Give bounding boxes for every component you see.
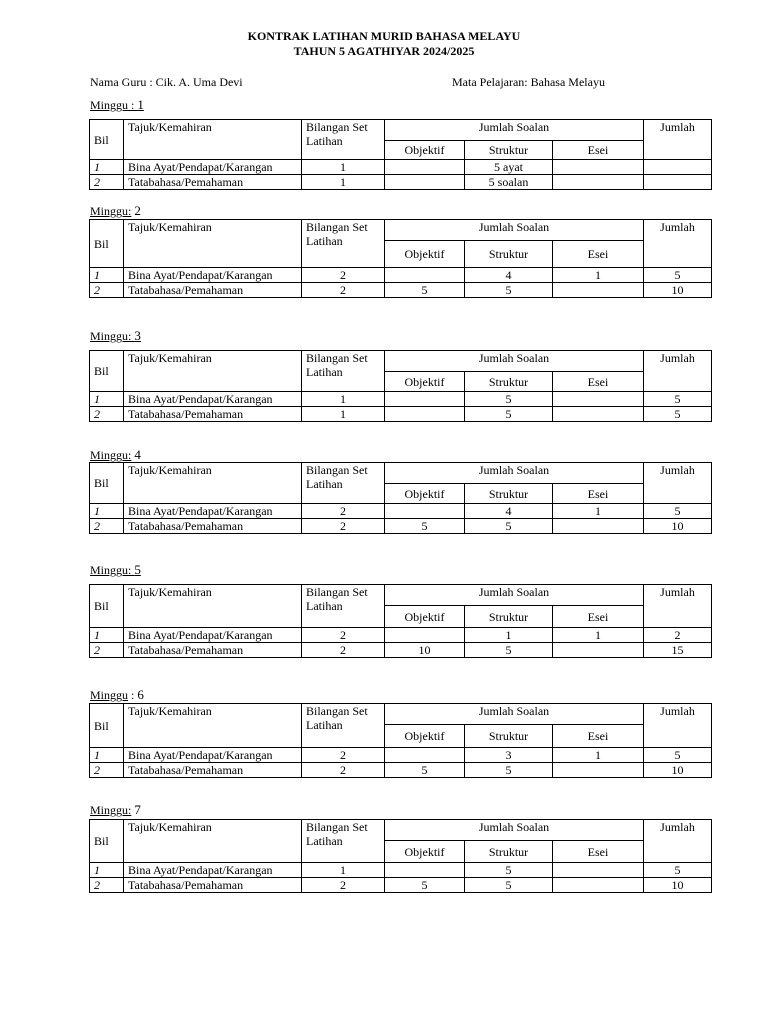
week-label-text: Minggu: [90, 204, 132, 218]
cell-bil: 1 [90, 504, 124, 519]
header-struktur: Struktur [465, 241, 553, 268]
cell-objektif [385, 160, 465, 175]
cell-esei [553, 643, 644, 658]
cell-bil: 2 [90, 519, 124, 534]
header-bilangan-set: Bilangan Set Latihan [302, 704, 385, 748]
cell-struktur: 5 [465, 407, 553, 422]
week-number: 5 [134, 562, 141, 577]
week-label-2 [90, 203, 141, 219]
cell-jumlah [644, 160, 712, 175]
week-label-text: Minggu: [90, 803, 132, 817]
cell-objektif [385, 863, 465, 878]
header-esei: Esei [553, 241, 644, 268]
header-jumlah: Jumlah [644, 585, 712, 628]
cell-struktur: 5 [465, 283, 553, 298]
cell-set: 2 [302, 878, 385, 893]
header-bilangan-set: Bilangan Set Latihan [302, 220, 385, 268]
cell-objektif [385, 504, 465, 519]
cell-objektif [385, 407, 465, 422]
teacher-name: Nama Guru : Cik. A. Uma Devi [90, 75, 243, 89]
cell-bil: 2 [90, 763, 124, 778]
table-row [90, 407, 712, 422]
cell-objektif [385, 268, 465, 283]
cell-esei [553, 763, 644, 778]
cell-tajuk: Bina Ayat/Pendapat/Karangan [124, 863, 302, 878]
cell-tajuk: Bina Ayat/Pendapat/Karangan [124, 392, 302, 407]
header-row [90, 463, 712, 484]
cell-set: 1 [302, 392, 385, 407]
header-esei: Esei [553, 372, 644, 392]
header-bil: Bil [90, 820, 124, 863]
table-row [90, 504, 712, 519]
cell-set: 2 [302, 748, 385, 763]
week-label-6 [90, 687, 144, 703]
cell-objektif [385, 628, 465, 643]
cell-bil: 1 [90, 392, 124, 407]
table-row [90, 160, 712, 175]
week-table-6 [89, 703, 712, 778]
week-number: 6 [137, 687, 144, 702]
cell-jumlah: 5 [644, 863, 712, 878]
header-jumlah: Jumlah [644, 704, 712, 748]
header-objektif: Objektif [385, 841, 465, 863]
cell-tajuk: Tatabahasa/Pemahaman [124, 283, 302, 298]
cell-jumlah: 5 [644, 407, 712, 422]
cell-bil: 1 [90, 748, 124, 763]
week-label-1 [90, 97, 144, 113]
week-label-text: Minggu: [90, 329, 135, 343]
cell-set: 2 [302, 519, 385, 534]
cell-struktur: 5 soalan [465, 175, 553, 190]
cell-struktur: 5 [465, 763, 553, 778]
week-label-text: Minggu : [90, 98, 138, 112]
week-label-5 [90, 562, 141, 578]
table-row [90, 519, 712, 534]
header-bil: Bil [90, 585, 124, 628]
header-tajuk: Tajuk/Kemahiran [124, 704, 302, 748]
week-label-3 [90, 328, 141, 344]
header-bil: Bil [90, 120, 124, 160]
subject-text: Mata Pelajaran: Bahasa Melayu [452, 75, 605, 89]
header-esei: Esei [553, 725, 644, 748]
cell-esei [553, 878, 644, 893]
week-label-4 [90, 447, 141, 463]
cell-tajuk: Tatabahasa/Pemahaman [124, 878, 302, 893]
week-label-text: Minggu : [90, 688, 138, 702]
cell-set: 1 [302, 175, 385, 190]
week-table-5 [89, 584, 712, 658]
cell-esei [553, 160, 644, 175]
header-esei: Esei [553, 141, 644, 160]
header-esei: Esei [553, 841, 644, 863]
header-bilangan-set: Bilangan Set Latihan [302, 120, 385, 160]
cell-esei [553, 519, 644, 534]
header-struktur: Struktur [465, 606, 553, 628]
cell-esei: 1 [553, 268, 644, 283]
cell-jumlah [644, 175, 712, 190]
cell-jumlah: 10 [644, 283, 712, 298]
header-objektif: Objektif [385, 141, 465, 160]
cell-set: 2 [302, 763, 385, 778]
cell-struktur: 4 [465, 268, 553, 283]
header-objektif: Objektif [385, 606, 465, 628]
header-jumlah-soalan: Jumlah Soalan [385, 820, 644, 841]
header-jumlah: Jumlah [644, 220, 712, 268]
header-tajuk: Tajuk/Kemahiran [124, 220, 302, 268]
cell-jumlah: 5 [644, 268, 712, 283]
header-objektif: Objektif [385, 725, 465, 748]
header-jumlah: Jumlah [644, 351, 712, 392]
header-row [90, 120, 712, 141]
header-esei: Esei [553, 484, 644, 504]
table-row [90, 643, 712, 658]
week-table-7 [89, 819, 712, 893]
header-bilangan-set: Bilangan Set Latihan [302, 351, 385, 392]
table-row [90, 392, 712, 407]
header-jumlah-soalan: Jumlah Soalan [385, 220, 644, 241]
cell-struktur: 1 [465, 628, 553, 643]
cell-tajuk: Tatabahasa/Pemahaman [124, 643, 302, 658]
header-row [90, 585, 712, 606]
cell-esei [553, 863, 644, 878]
table-row [90, 268, 712, 283]
cell-objektif: 5 [385, 763, 465, 778]
cell-jumlah: 5 [644, 748, 712, 763]
cell-bil: 1 [90, 863, 124, 878]
week-number: 7 [134, 802, 141, 817]
week-table-2 [89, 219, 712, 298]
cell-jumlah: 10 [644, 519, 712, 534]
cell-tajuk: Bina Ayat/Pendapat/Karangan [124, 160, 302, 175]
table-row [90, 748, 712, 763]
cell-objektif: 5 [385, 283, 465, 298]
header-bilangan-set: Bilangan Set Latihan [302, 585, 385, 628]
header-tajuk: Tajuk/Kemahiran [124, 120, 302, 160]
cell-jumlah: 2 [644, 628, 712, 643]
week-label-text: Minggu: [90, 448, 132, 462]
week-table-4 [89, 462, 712, 534]
cell-tajuk: Tatabahasa/Pemahaman [124, 519, 302, 534]
header-struktur: Struktur [465, 141, 553, 160]
cell-tajuk: Tatabahasa/Pemahaman [124, 175, 302, 190]
week-label-7 [90, 802, 141, 818]
header-objektif: Objektif [385, 372, 465, 392]
cell-esei: 1 [553, 748, 644, 763]
cell-struktur: 5 [465, 392, 553, 407]
header-bil: Bil [90, 704, 124, 748]
header-jumlah-soalan: Jumlah Soalan [385, 704, 644, 725]
cell-objektif: 10 [385, 643, 465, 658]
cell-struktur: 5 [465, 878, 553, 893]
cell-jumlah: 10 [644, 763, 712, 778]
header-esei: Esei [553, 606, 644, 628]
header-row [90, 704, 712, 725]
cell-esei [553, 407, 644, 422]
cell-bil: 2 [90, 407, 124, 422]
header-bilangan-set: Bilangan Set Latihan [302, 463, 385, 504]
table-row [90, 763, 712, 778]
header-jumlah-soalan: Jumlah Soalan [385, 351, 644, 372]
header-bil: Bil [90, 351, 124, 392]
cell-bil: 1 [90, 268, 124, 283]
cell-tajuk: Tatabahasa/Pemahaman [124, 763, 302, 778]
header-jumlah-soalan: Jumlah Soalan [385, 120, 644, 141]
document-subtitle: TAHUN 5 AGATHIYAR 2024/2025 [293, 44, 475, 58]
cell-tajuk: Bina Ayat/Pendapat/Karangan [124, 268, 302, 283]
week-number: 4 [134, 447, 141, 462]
week-table-1 [89, 119, 712, 190]
table-row [90, 863, 712, 878]
cell-esei [553, 175, 644, 190]
cell-esei: 1 [553, 628, 644, 643]
cell-set: 2 [302, 504, 385, 519]
header-jumlah-soalan: Jumlah Soalan [385, 585, 644, 606]
cell-tajuk: Bina Ayat/Pendapat/Karangan [124, 748, 302, 763]
cell-tajuk: Bina Ayat/Pendapat/Karangan [124, 628, 302, 643]
header-objektif: Objektif [385, 241, 465, 268]
cell-jumlah: 10 [644, 878, 712, 893]
header-row [90, 351, 712, 372]
cell-objektif [385, 175, 465, 190]
header-tajuk: Tajuk/Kemahiran [124, 463, 302, 504]
cell-objektif: 5 [385, 878, 465, 893]
cell-objektif: 5 [385, 519, 465, 534]
header-jumlah-soalan: Jumlah Soalan [385, 463, 644, 484]
week-label-text: Minggu: [90, 563, 135, 577]
cell-esei [553, 392, 644, 407]
cell-bil: 2 [90, 878, 124, 893]
cell-set: 2 [302, 268, 385, 283]
table-row [90, 878, 712, 893]
cell-struktur: 3 [465, 748, 553, 763]
cell-set: 1 [302, 160, 385, 175]
cell-esei [553, 283, 644, 298]
header-jumlah: Jumlah [644, 463, 712, 504]
header-struktur: Struktur [465, 725, 553, 748]
week-number: 1 [137, 97, 144, 112]
cell-struktur: 5 [465, 863, 553, 878]
cell-set: 2 [302, 643, 385, 658]
document-title: KONTRAK LATIHAN MURID BAHASA MELAYU [247, 29, 521, 43]
week-number: 3 [134, 328, 141, 343]
header-jumlah: Jumlah [644, 820, 712, 863]
header-struktur: Struktur [465, 841, 553, 863]
cell-objektif [385, 392, 465, 407]
cell-set: 2 [302, 283, 385, 298]
cell-struktur: 5 [465, 519, 553, 534]
cell-set: 2 [302, 628, 385, 643]
cell-bil: 2 [90, 643, 124, 658]
subject-name [452, 75, 605, 90]
cell-struktur: 4 [465, 504, 553, 519]
header-row [90, 820, 712, 841]
cell-bil: 1 [90, 160, 124, 175]
header-bil: Bil [90, 463, 124, 504]
week-table-3 [89, 350, 712, 422]
cell-jumlah: 15 [644, 643, 712, 658]
header-struktur: Struktur [465, 372, 553, 392]
cell-bil: 2 [90, 283, 124, 298]
cell-struktur: 5 ayat [465, 160, 553, 175]
cell-jumlah: 5 [644, 392, 712, 407]
header-bil: Bil [90, 220, 124, 268]
cell-tajuk: Bina Ayat/Pendapat/Karangan [124, 504, 302, 519]
cell-set: 1 [302, 863, 385, 878]
cell-set: 1 [302, 407, 385, 422]
header-row [90, 220, 712, 241]
header-tajuk: Tajuk/Kemahiran [124, 351, 302, 392]
cell-struktur: 5 [465, 643, 553, 658]
header-tajuk: Tajuk/Kemahiran [124, 820, 302, 863]
week-number: 2 [134, 203, 141, 218]
cell-tajuk: Tatabahasa/Pemahaman [124, 407, 302, 422]
cell-esei: 1 [553, 504, 644, 519]
cell-objektif [385, 748, 465, 763]
cell-bil: 1 [90, 628, 124, 643]
table-row [90, 283, 712, 298]
table-row [90, 628, 712, 643]
header-objektif: Objektif [385, 484, 465, 504]
table-row [90, 175, 712, 190]
cell-bil: 2 [90, 175, 124, 190]
header-bilangan-set: Bilangan Set Latihan [302, 820, 385, 863]
header-struktur: Struktur [465, 484, 553, 504]
cell-jumlah: 5 [644, 504, 712, 519]
header-jumlah: Jumlah [644, 120, 712, 160]
header-tajuk: Tajuk/Kemahiran [124, 585, 302, 628]
